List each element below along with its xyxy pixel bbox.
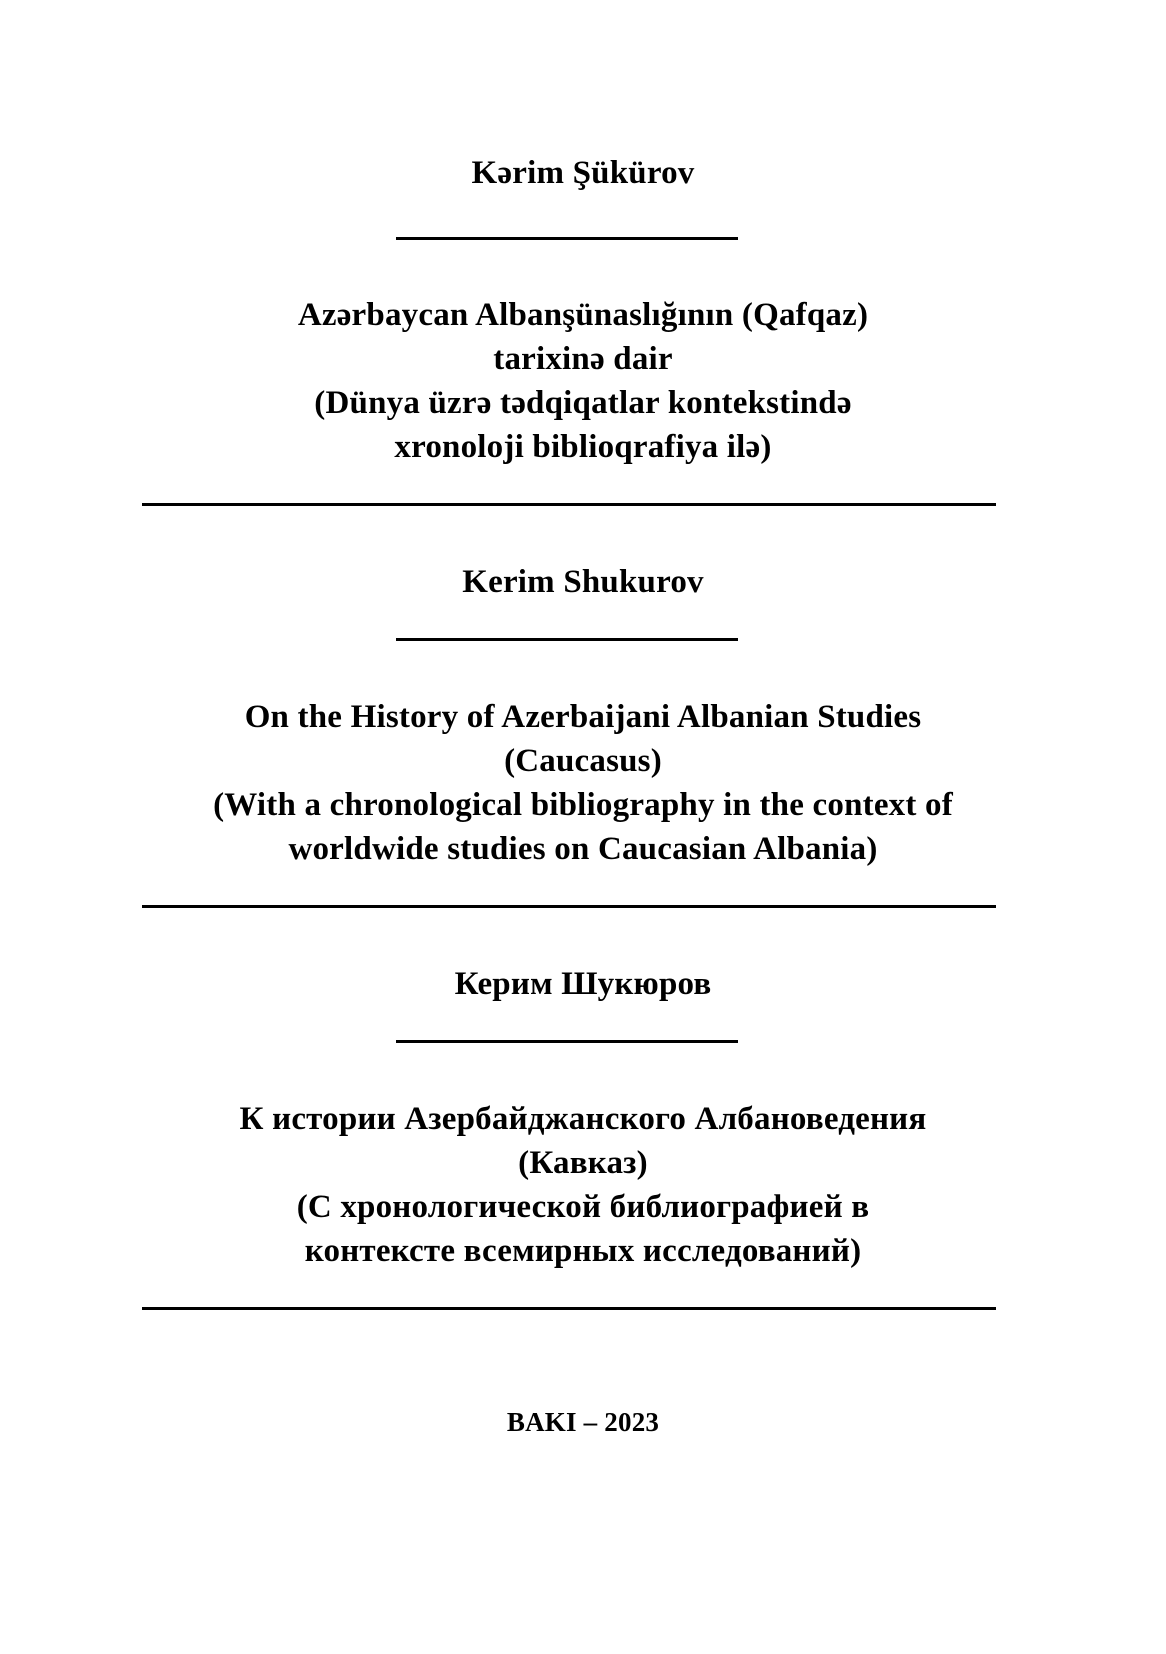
title-russian-line-1: К истории Азербайджанского Албановедения	[239, 1101, 927, 1137]
title-azerbaijani-line-4: xronoloji biblioqrafiya ilə)	[394, 429, 772, 465]
title-russian-line-3: (С хронологической библиографией в	[296, 1189, 870, 1225]
author-azerbaijani: Kərim Şükürov	[471, 155, 695, 191]
imprint: BAKI – 2023	[506, 1407, 660, 1437]
title-azerbaijani-line-1: Azərbaycan Albanşünaslığının (Qafqaz)	[297, 297, 869, 333]
author-russian: Керим Шукюров	[454, 966, 712, 1002]
title-english-line-4: worldwide studies on Caucasian Albania)	[288, 831, 878, 867]
divider-short	[396, 237, 738, 240]
title-azerbaijani-line-2: tarixinə dair	[493, 341, 673, 377]
title-english-line-2: (Caucasus)	[504, 743, 662, 779]
title-russian-line-4: контексте всемирных исследований)	[304, 1233, 862, 1269]
title-english-line-3: (With a chronological bibliography in the context of	[213, 787, 953, 823]
title-azerbaijani-line-3: (Dünya üzrə tədqiqatlar kontekstində	[314, 385, 852, 421]
divider-long	[142, 503, 996, 506]
divider-long	[142, 1307, 996, 1310]
divider-short	[396, 1040, 738, 1043]
divider-short	[396, 638, 738, 641]
title-russian-line-2: (Кавказ)	[518, 1145, 648, 1181]
divider-long	[142, 905, 996, 908]
title-english-line-1: On the History of Azerbaijani Albanian Studies	[244, 699, 922, 735]
author-english: Kerim Shukurov	[462, 564, 704, 600]
